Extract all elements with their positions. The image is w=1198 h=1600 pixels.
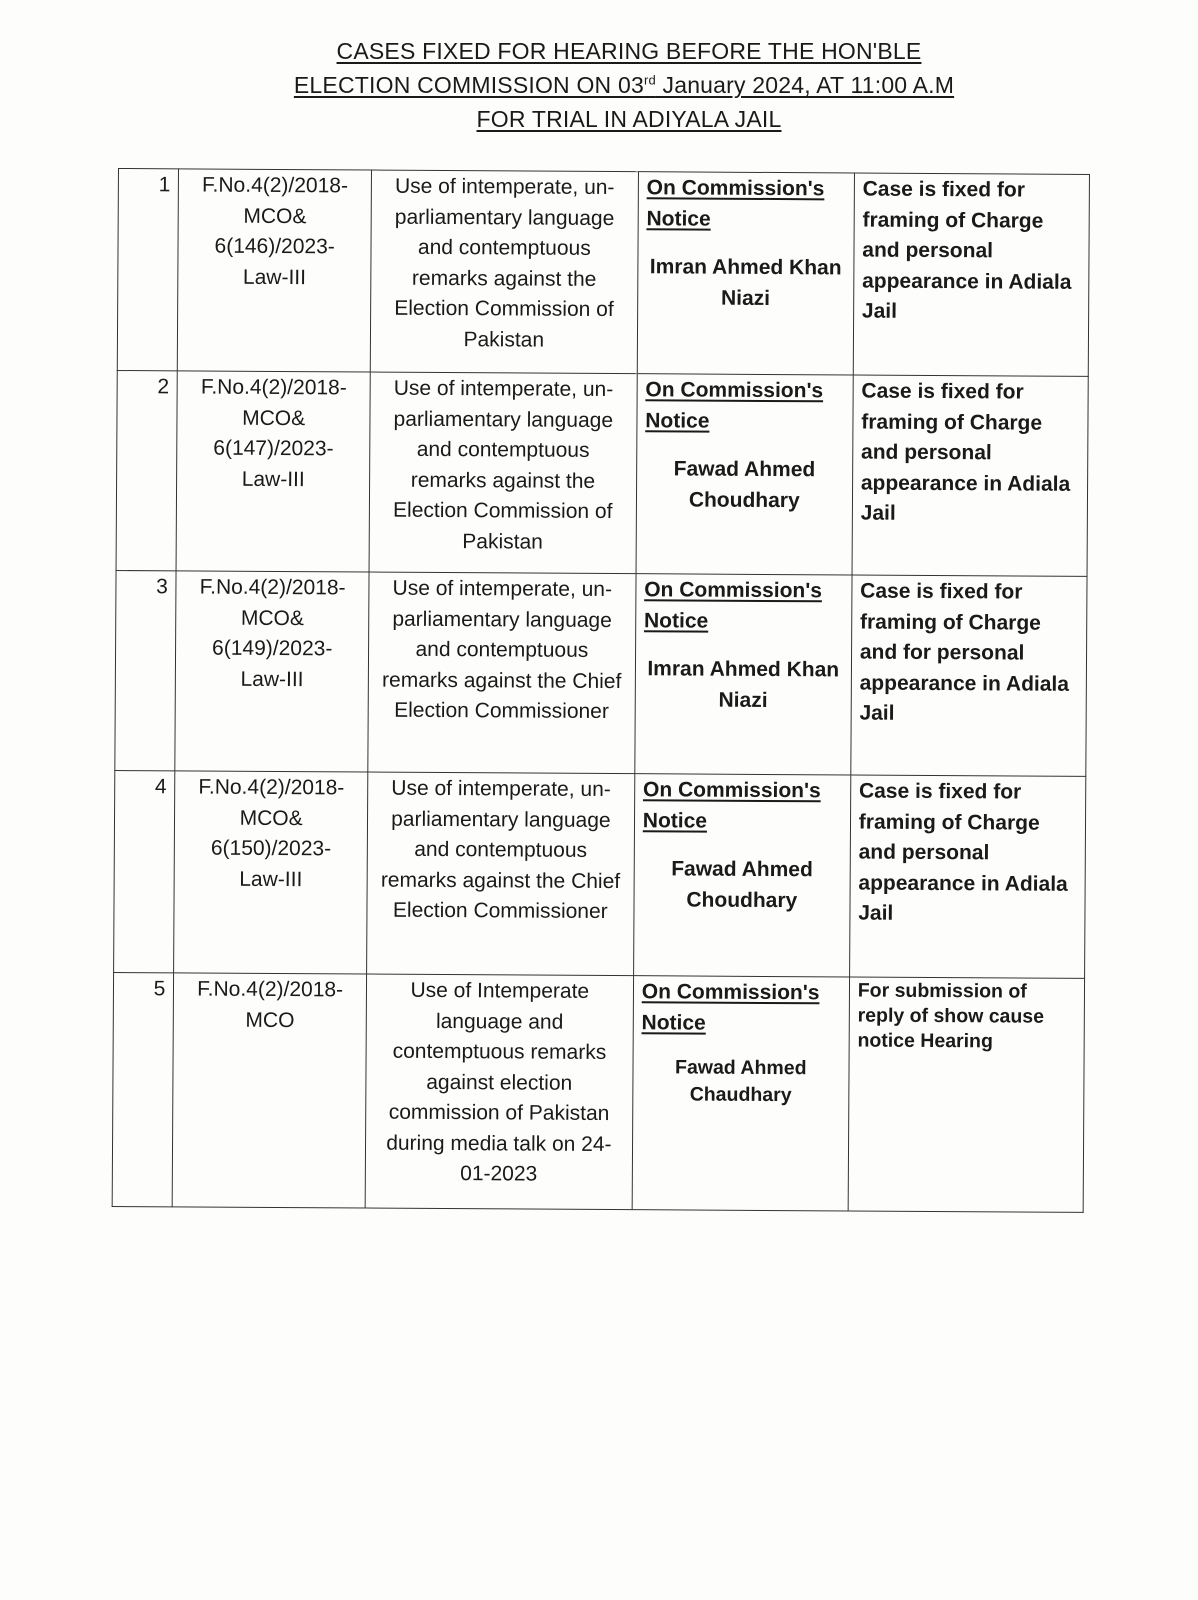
case-subject: Use of Intemperate language and contemptuous remarks against election commission of Pakistan during media talk on 24-01-2023 (365, 974, 633, 1210)
file-number: F.No.4(2)/2018- MCO (173, 973, 367, 1208)
respondent-name: Imran Ahmed Khan Niazi (649, 255, 842, 310)
case-subject: Use of intemperate, un-parliamentary language and contemptuous remarks against the Chief Election Commissioner (366, 772, 634, 976)
case-party (633, 774, 850, 977)
heading-line-1: CASES FIXED FOR HEARING BEFORE THE HON'BLE (336, 38, 922, 64)
case-party (637, 172, 854, 375)
heading-line-2: ELECTION COMMISSION ON 03rd January 2024, AT 11:00 A.M (293, 72, 955, 98)
notice-label: On Commission's Notice (645, 378, 824, 433)
case-number: 1 (117, 169, 179, 371)
case-remarks: For submission of reply of show cause notice Hearing (848, 977, 1085, 1212)
case-subject: Use of intemperate, un-parliamentary language and contemptuous remarks against the Chief Election Commissioner (368, 572, 636, 774)
notice-label: On Commission's Notice (646, 176, 825, 231)
case-subject: Use of intemperate, un-parliamentary language and contemptuous remarks against the Election Commission of Pakistan (370, 170, 638, 374)
table-row (112, 972, 1084, 1212)
case-remarks: Case is fixed for framing of Charge and for personal appearance in Adiala Jail (851, 575, 1087, 776)
case-remarks: Case is fixed for framing of Charge and personal appearance in Adiala Jail (853, 173, 1089, 376)
table-row (117, 169, 1089, 377)
respondent-name: Imran Ahmed Khan Niazi (647, 657, 840, 712)
notice-label: On Commission's Notice (643, 578, 823, 633)
case-number: 4 (114, 770, 176, 972)
case-number: 5 (112, 972, 174, 1206)
case-party (635, 574, 852, 775)
respondent-name: Fawad Ahmed Chaudhary (675, 1056, 807, 1107)
notice-label: On Commission's Notice (641, 980, 820, 1035)
table-row (116, 370, 1088, 576)
case-remarks: Case is fixed for framing of Charge and personal appearance in Adiala Jail (852, 375, 1088, 576)
file-number: F.No.4(2)/2018- MCO& 6(147)/2023- Law-III (176, 371, 370, 572)
table-row (115, 570, 1087, 776)
file-number: F.No.4(2)/2018- MCO& 6(146)/2023- Law-III (178, 169, 372, 372)
cases-table (112, 168, 1090, 1213)
case-party (636, 374, 853, 575)
respondent-name: Fawad Ahmed Choudhary (671, 857, 813, 912)
case-subject: Use of intemperate, un-parliamentary language and contemptuous remarks against the Election Commission of Pakistan (369, 372, 637, 574)
file-number: F.No.4(2)/2018- MCO& 6(149)/2023- Law-III (175, 571, 369, 772)
document-heading (0, 34, 1198, 136)
heading-line-3: FOR TRIAL IN ADIYALA JAIL (476, 106, 782, 132)
file-number: F.No.4(2)/2018- MCO& 6(150)/2023- Law-III (174, 771, 368, 974)
case-number: 3 (115, 570, 177, 770)
respondent-name: Fawad Ahmed Choudhary (673, 457, 816, 512)
notice-label: On Commission's Notice (642, 778, 821, 833)
case-remarks: Case is fixed for framing of Charge and personal appearance in Adiala Jail (849, 775, 1085, 978)
case-party (632, 976, 849, 1211)
case-number: 2 (116, 370, 178, 570)
table-row (114, 770, 1086, 978)
